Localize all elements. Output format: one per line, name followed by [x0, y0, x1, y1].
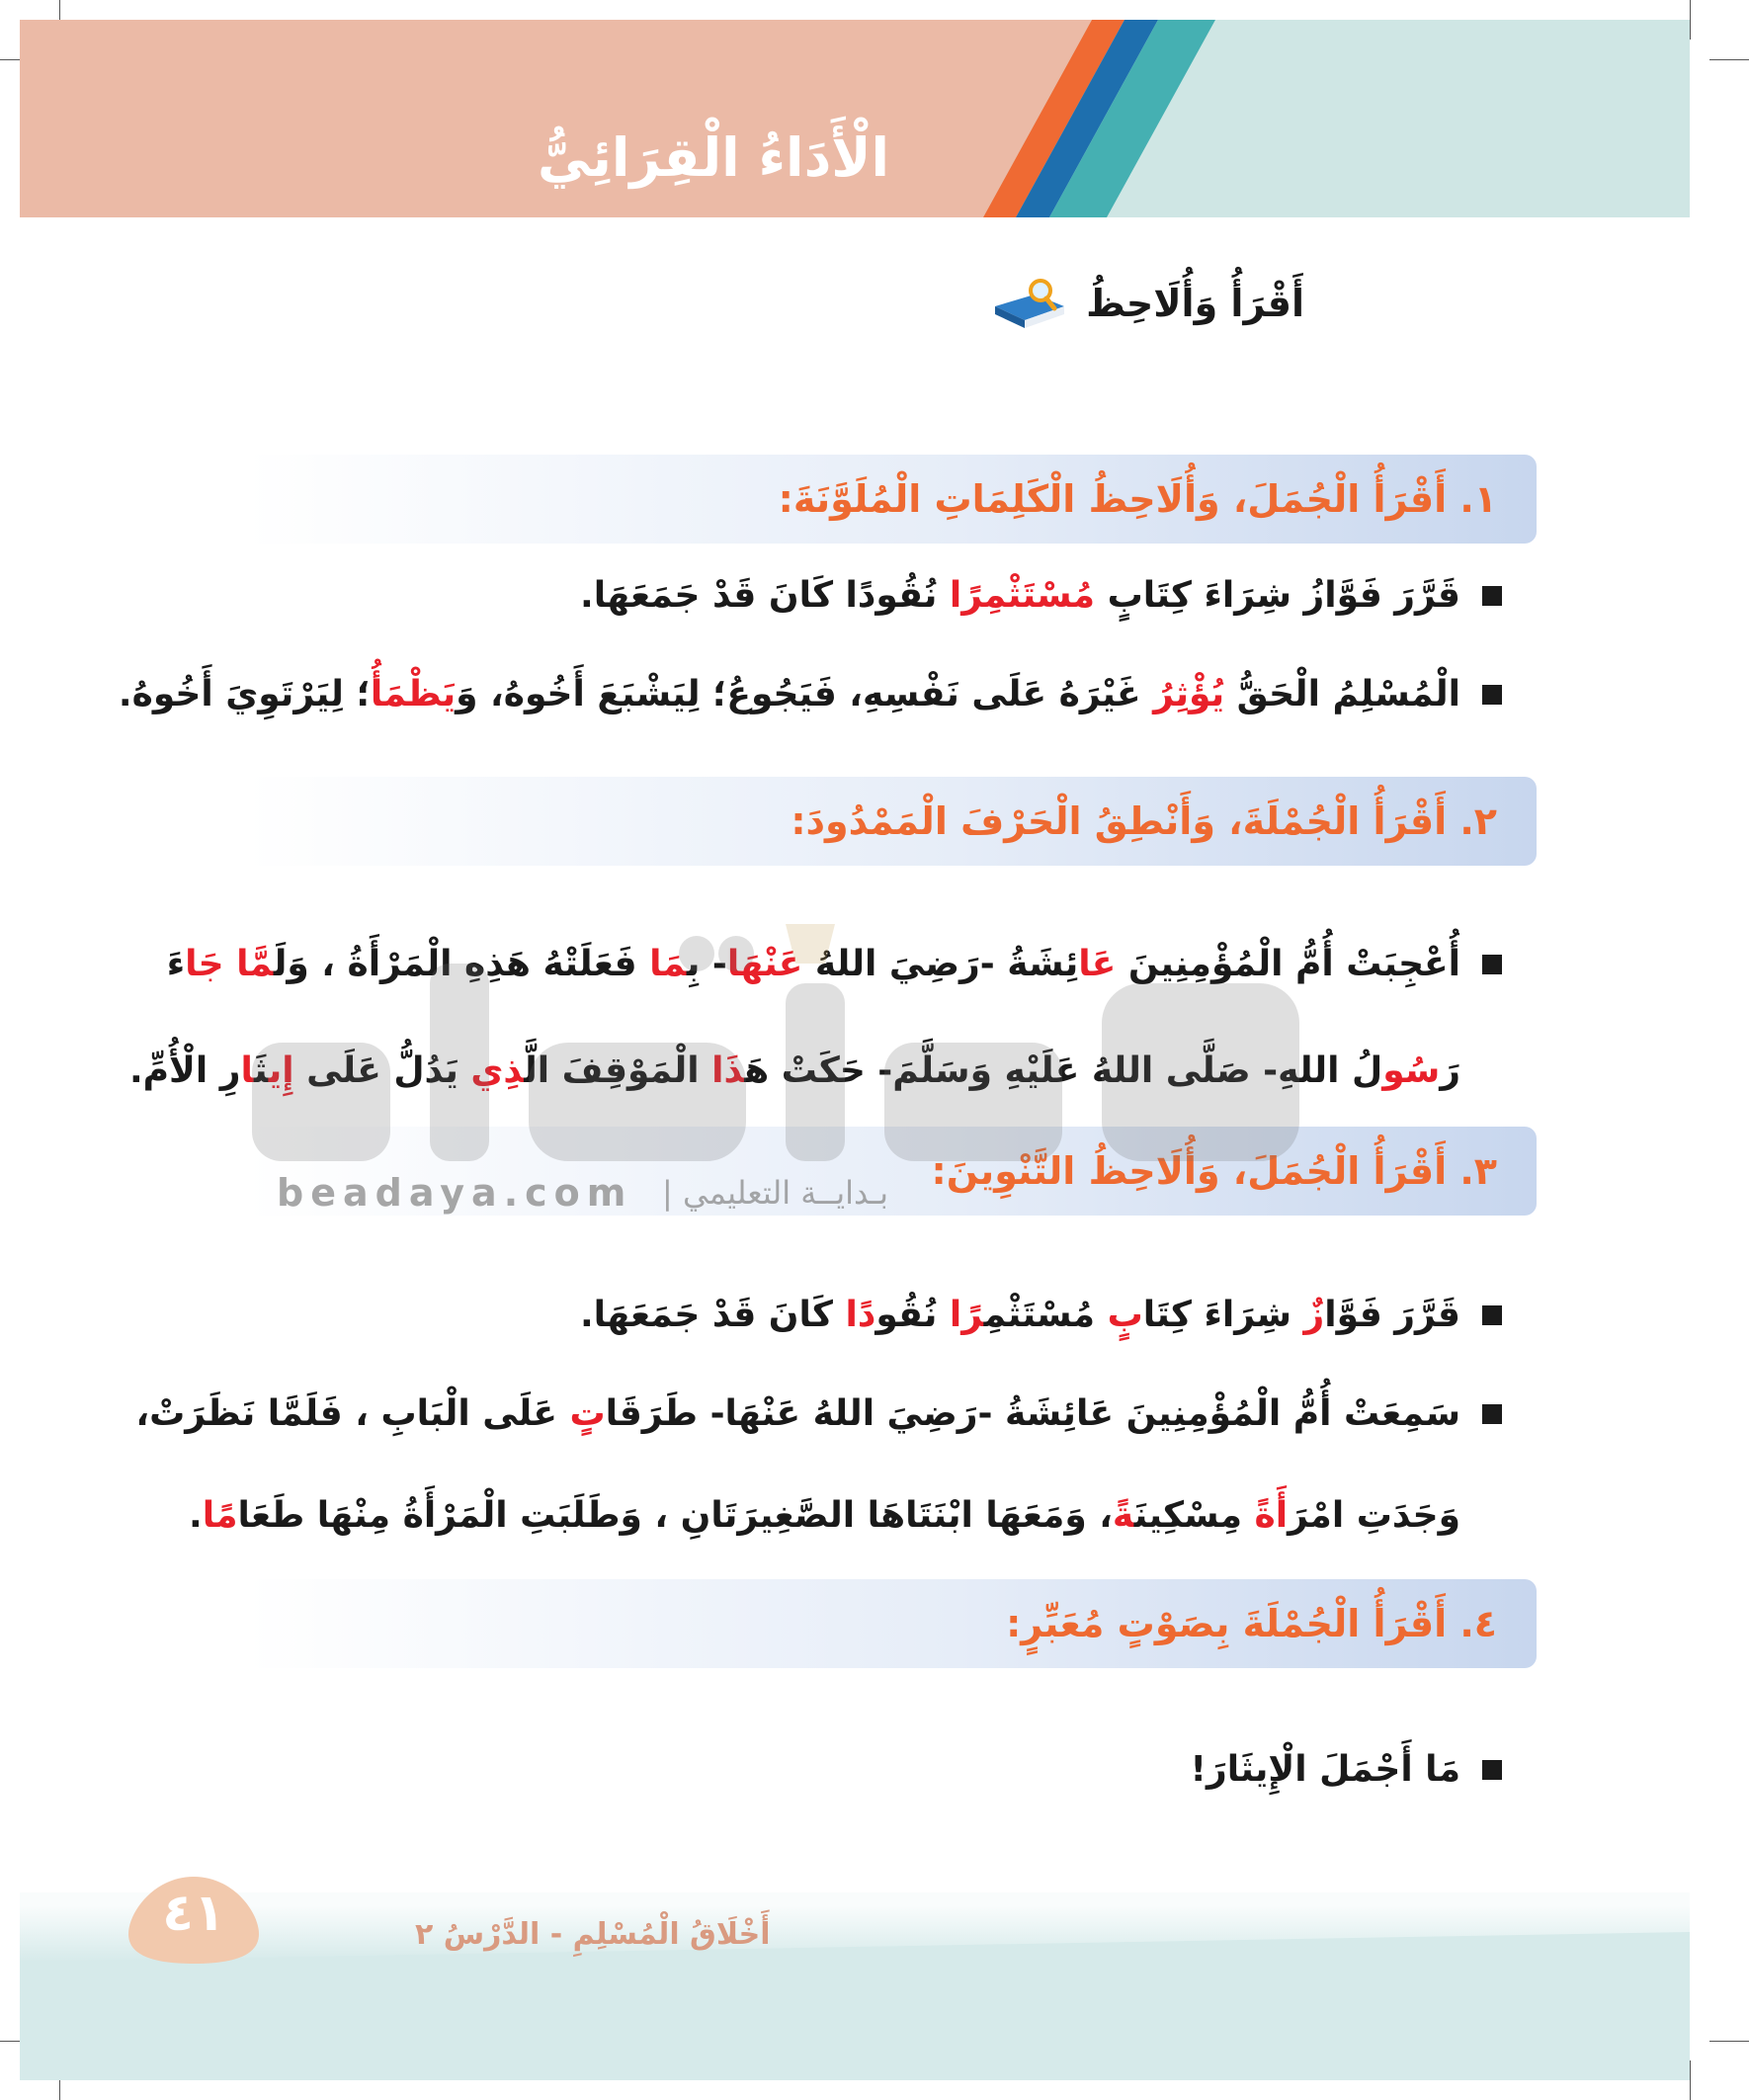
text-segment: مُسْتَثْمِ	[983, 1295, 1108, 1335]
highlighted-text: مُسْتَثْمِرًا	[949, 575, 1096, 616]
text-segment: مِسْكِينَ	[1133, 1495, 1255, 1536]
line-text	[580, 575, 1460, 616]
section-heading-1	[247, 455, 1537, 544]
crop-mark	[1709, 59, 1749, 60]
section-heading-text: ٤. أَقْرَأُ الْجُمْلَةَ بِصَوْتٍ مُعَبِّرٍ:	[1006, 1602, 1497, 1645]
section-heading-text: ١. أَقْرَأُ الْجُمَلَ، وَأُلَاحِظُ الْكَلِمَاتِ الْمُلَوَّنَةَ:	[778, 477, 1497, 521]
line-text	[167, 944, 1460, 984]
text-segment: وَجَدَتِ امْرَ	[1288, 1495, 1460, 1536]
line-text	[189, 1495, 1460, 1536]
list-item	[167, 944, 1502, 984]
text-segment: نُقُودًا كَانَ قَدْ جَمَعَهَا.	[580, 575, 950, 616]
highlighted-text: ذِي	[470, 1050, 525, 1091]
highlighted-text: دًا	[845, 1295, 876, 1335]
text-segment: فَعَلَتْهُ هَذِهِ الْمَرْأَةُ ، وَلَ	[273, 944, 650, 984]
watermark-text: بـدايــة التعليمي |	[662, 1174, 889, 1212]
highlighted-text: ةً	[1112, 1495, 1134, 1536]
crop-mark	[1690, 2060, 1691, 2100]
text-segment: ءَ	[166, 944, 186, 984]
text-segment: الْمُسْلِمُ الْحَقُّ	[1224, 674, 1460, 714]
text-segment: لُ اللهِ- صَلَّى اللهُ عَلَيْهِ وَسَلَّمَ- حَكَتْ هَ	[744, 1050, 1383, 1091]
text-segment: ثَ	[253, 1050, 269, 1091]
highlighted-text: تٍ	[569, 1393, 606, 1434]
list-item-continuation	[129, 1050, 1460, 1091]
bullet-square	[1482, 685, 1502, 705]
line-text	[119, 674, 1460, 714]
section-heading-text: ٢. أَقْرَأُ الْجُمْلَةَ، وَأَنْطِقُ الْحَرْفَ الْمَمْدُودَ:	[791, 799, 1497, 843]
list-item	[135, 1393, 1502, 1434]
section-heading-2	[247, 777, 1537, 866]
bullet-square	[1482, 1760, 1502, 1780]
highlighted-text: إِي	[268, 1050, 294, 1091]
text-segment: قَرَّرَ فَوَّازُ شِرَاءَ كِتَابٍ	[1095, 575, 1460, 616]
section-heading-4	[247, 1579, 1537, 1668]
text-segment: ؛ لِيَرْتَوِيَ أَخُوهُ.	[118, 674, 371, 714]
crop-mark	[1690, 0, 1691, 40]
footer-lesson-label: أَخْلَاقُ الْمُسْلِمِ - الدَّرْسُ ٢	[415, 1917, 771, 1952]
bullet-square	[1482, 955, 1502, 974]
text-segment: أُعْجِبَتْ أُمُّ الْمُؤْمِنِينَ	[1116, 944, 1460, 984]
text-segment: يَدُلُّ عَلَى	[293, 1050, 471, 1091]
line-text	[580, 1295, 1460, 1335]
bullet-square	[1482, 586, 1502, 606]
text-segment: عَلَى الْبَابِ ، فَلَمَّا نَظَرَتْ،	[135, 1393, 570, 1434]
bullet-square	[1482, 1404, 1502, 1424]
text-segment: شِرَاءَ كِتَا	[1142, 1295, 1304, 1335]
list-item	[119, 674, 1502, 714]
text-segment: قَرَّرَ فَوَّا	[1324, 1295, 1460, 1335]
highlighted-text: يَظْمَأُ	[370, 674, 457, 714]
list-item	[580, 575, 1502, 616]
intro-label: أَقْرَأُ وَأُلَاحِظُ	[1086, 282, 1304, 325]
highlighted-text: مَا	[649, 944, 687, 984]
text-segment: مَا أَجْمَلَ الْإِيثَارَ!	[1190, 1749, 1460, 1790]
highlighted-text: رًا	[949, 1295, 984, 1335]
line-text	[1191, 1749, 1460, 1790]
page-number: ٤١	[162, 1884, 225, 1943]
text-segment: كَانَ قَدْ جَمَعَهَا.	[580, 1295, 846, 1335]
text-segment: سَمِعَتْ أُمُّ الْمُؤْمِنِينَ عَائِشَةُ -رَضِيَ اللهُ عَنْهَا- طَرَقَا	[605, 1393, 1460, 1434]
highlighted-text: ا	[240, 1050, 254, 1091]
book-magnifier-icon	[991, 277, 1068, 330]
highlighted-text: بٍ	[1107, 1295, 1143, 1335]
crop-mark	[1709, 2041, 1749, 2042]
line-text	[129, 1050, 1460, 1091]
highlighted-text: عَنْهَا	[726, 944, 803, 984]
text-segment: ، وَمَعَهَا ابْنَتَاهَا الصَّغِيرَتَانِ ، وَطَلَبَتِ الْمَرْأَةُ مِنْهَا طَعَا	[237, 1495, 1113, 1536]
highlighted-text: عَا	[1078, 944, 1117, 984]
list-item-continuation	[189, 1495, 1460, 1536]
section-heading-text: ٣. أَقْرَأُ الْجُمَلَ، وَأُلَاحِظُ التَّنْوِينَ:	[931, 1149, 1497, 1193]
text-segment: الْمَوْقِفَ الَّ	[524, 1050, 712, 1091]
text-segment: رَ	[1440, 1050, 1460, 1091]
page-title: الْأَدَاءُ الْقِرَائِيُّ	[537, 126, 889, 189]
highlighted-text: مًا	[202, 1495, 238, 1536]
text-segment: ئِشَةُ -رَضِيَ اللهُ	[802, 944, 1079, 984]
highlighted-text: سُو	[1382, 1050, 1441, 1091]
list-item	[580, 1295, 1502, 1335]
intro-row	[991, 277, 1304, 330]
highlighted-text: أَةً	[1254, 1495, 1289, 1536]
text-segment: .	[189, 1495, 203, 1536]
list-item	[1191, 1749, 1502, 1790]
watermark-url: beadaya.com	[277, 1171, 633, 1215]
text-segment: - بِ	[686, 944, 727, 984]
highlighted-text: زٌ	[1303, 1295, 1325, 1335]
text-segment: رِ الْأُمِّ.	[128, 1050, 241, 1091]
highlighted-text: يُؤْثِرُ	[1153, 674, 1225, 714]
highlighted-text: مَّا جَا	[185, 944, 274, 984]
bullet-square	[1482, 1305, 1502, 1325]
highlighted-text: ذَا	[711, 1050, 745, 1091]
text-segment: نُقُو	[875, 1295, 950, 1335]
line-text	[135, 1393, 1460, 1434]
text-segment: غَيْرَهُ عَلَى نَفْسِهِ، فَيَجُوعُ؛ لِيَشْبَعَ أَخُوهُ، وَ	[456, 674, 1154, 714]
